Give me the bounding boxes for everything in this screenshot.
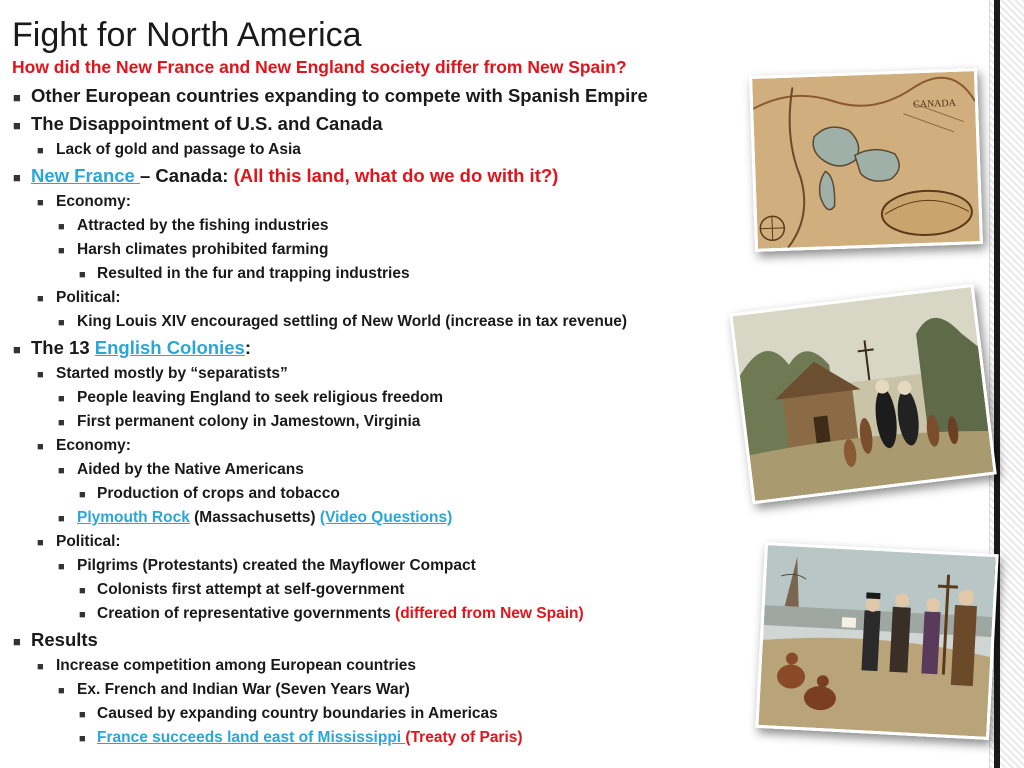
map-label: CANADA (912, 97, 957, 111)
english-colonies-link[interactable]: English Colonies (94, 337, 245, 358)
bullet-item: ■ Plymouth Rock (Massachusetts) (Video Questions) (0, 506, 745, 530)
square-bullet-icon: ■ (58, 393, 65, 405)
square-bullet-icon: ■ (79, 269, 86, 281)
new-france-link[interactable]: New France (31, 165, 140, 186)
bullet-item: ■ King Louis XIV encouraged settling of New World (increase in tax revenue) (0, 310, 745, 334)
square-bullet-icon: ■ (58, 465, 65, 477)
video-questions-link[interactable]: (Video Questions) (319, 509, 453, 526)
bullet-item: ■ Pilgrims (Protestants) created the Mayflower Compact (0, 554, 745, 578)
bullet-item: ■ Economy: (0, 190, 745, 214)
square-bullet-icon: ■ (58, 317, 65, 329)
square-bullet-icon: ■ (37, 197, 44, 209)
bullet-item: ■ Political: (0, 530, 745, 554)
square-bullet-icon: ■ (58, 245, 65, 257)
square-bullet-icon: ■ (58, 685, 65, 697)
square-bullet-icon: ■ (37, 537, 44, 549)
plymouth-rock-link[interactable]: Plymouth Rock (77, 509, 190, 526)
square-bullet-icon: ■ (37, 369, 44, 381)
square-bullet-icon: ■ (79, 489, 86, 501)
square-bullet-icon: ■ (58, 513, 65, 525)
bullet-item: ■ First permanent colony in Jamestown, Virginia (0, 410, 745, 434)
square-bullet-icon: ■ (37, 441, 44, 453)
bullet-item: ■ France succeeds land east of Mississippi (Treaty of Paris) (0, 726, 745, 750)
square-bullet-icon: ■ (13, 170, 21, 185)
square-bullet-icon: ■ (37, 145, 44, 157)
square-bullet-icon: ■ (13, 342, 21, 357)
square-bullet-icon: ■ (13, 118, 21, 133)
square-bullet-icon: ■ (79, 709, 86, 721)
bullet-item: ■ The Disappointment of U.S. and Canada (0, 110, 745, 138)
square-bullet-icon: ■ (79, 585, 86, 597)
bullet-item: ■ The 13 English Colonies: (0, 334, 745, 362)
bullet-item: ■ People leaving England to seek religious freedom (0, 386, 745, 410)
bullet-item: ■ Started mostly by “separatists” (0, 362, 745, 386)
bullet-list (0, 82, 745, 750)
bullet-item: ■ Political: (0, 286, 745, 310)
bullet-item: ■ Aided by the Native Americans (0, 458, 745, 482)
new-france-map-image (749, 68, 983, 252)
square-bullet-icon: ■ (13, 634, 21, 649)
slide-title: Fight for North America (12, 16, 362, 54)
bullet-item: ■ Colonists first attempt at self-government (0, 578, 745, 602)
square-bullet-icon: ■ (58, 561, 65, 573)
square-bullet-icon: ■ (58, 417, 65, 429)
bullet-item: ■ Results (0, 626, 745, 654)
square-bullet-icon: ■ (79, 609, 86, 621)
slide-question: How did the New France and New England society differ from New Spain? (12, 57, 627, 77)
bullet-item: ■ Increase competition among European countries (0, 654, 745, 678)
pilgrims-natives-painting (755, 542, 998, 740)
bullet-item: ■ Ex. French and Indian War (Seven Years War) (0, 678, 745, 702)
decorative-right-border (989, 0, 1024, 768)
bullet-item: ■ Resulted in the fur and trapping industries (0, 262, 745, 286)
square-bullet-icon: ■ (37, 661, 44, 673)
square-bullet-icon: ■ (79, 733, 86, 745)
bullet-item: ■ Economy: (0, 434, 745, 458)
bullet-item: ■ Attracted by the fishing industries (0, 214, 745, 238)
bullet-item: ■ Lack of gold and passage to Asia (0, 138, 745, 162)
bullet-item: ■ Other European countries expanding to compete with Spanish Empire (0, 82, 745, 110)
bullet-item: ■ New France – Canada: (All this land, what do we do with it?) (0, 162, 745, 190)
france-mississippi-link[interactable]: France succeeds land east of Mississippi (97, 729, 406, 746)
square-bullet-icon: ■ (58, 221, 65, 233)
bullet-item: ■ Caused by expanding country boundaries in Americas (0, 702, 745, 726)
bullet-item: ■ Creation of representative governments (differed from New Spain) (0, 602, 745, 626)
bullet-item: ■ Harsh climates prohibited farming (0, 238, 745, 262)
square-bullet-icon: ■ (13, 90, 21, 105)
bullet-item: ■ Production of crops and tobacco (0, 482, 745, 506)
square-bullet-icon: ■ (37, 293, 44, 305)
new-france-settlers-painting (729, 284, 997, 505)
